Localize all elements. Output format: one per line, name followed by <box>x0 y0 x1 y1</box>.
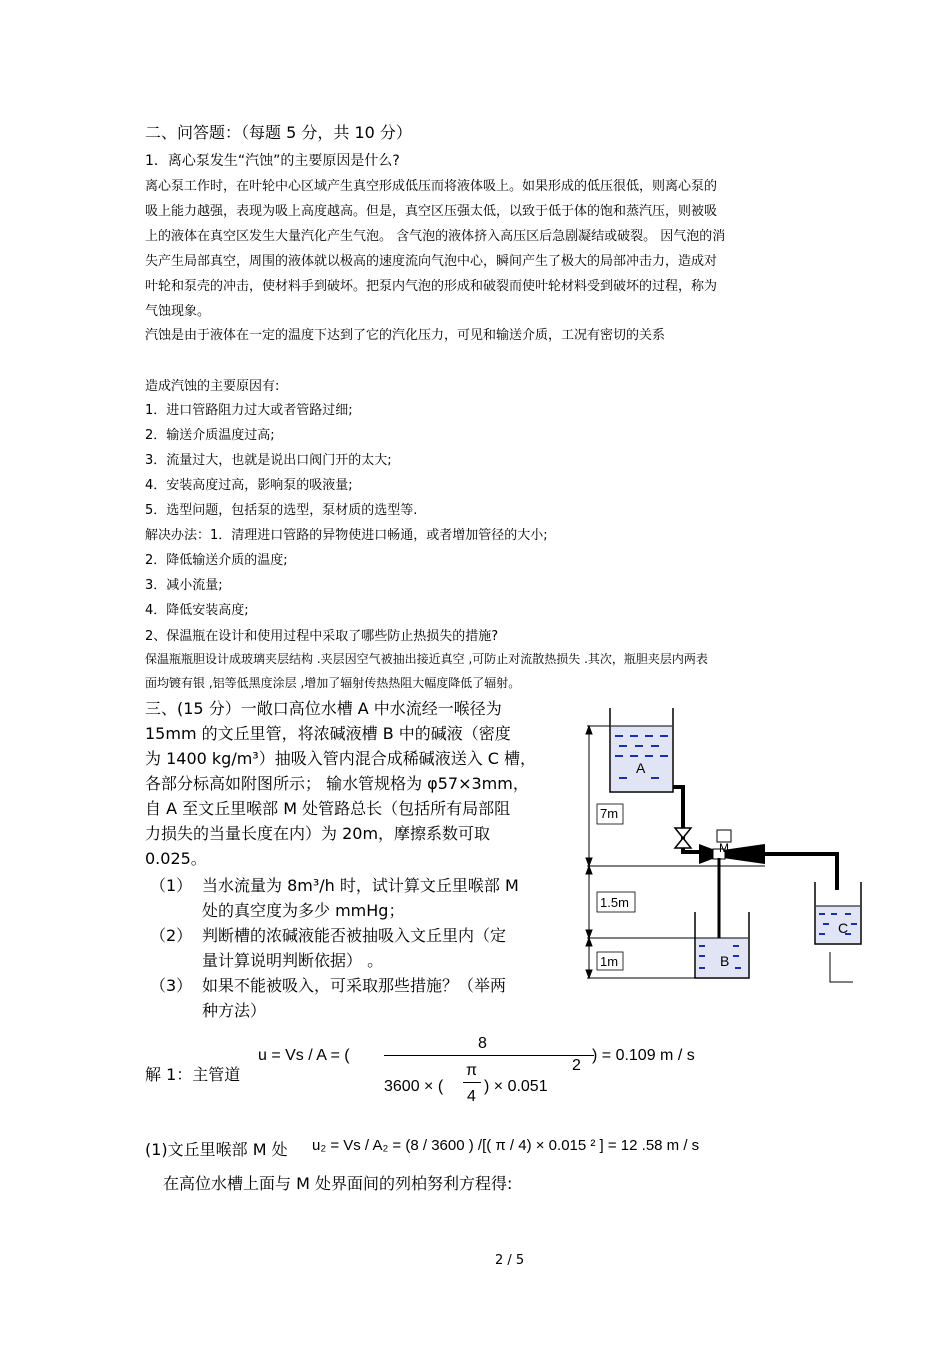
tank-b-label: B <box>720 953 730 969</box>
question-number: （2） <box>150 926 193 945</box>
height-7m: 7m <box>600 806 619 821</box>
equation-four: 4 <box>467 1088 476 1105</box>
throat-velocity-label: (1)文丘里喉部 M 处 <box>145 1140 288 1159</box>
question-text: 当水流量为 8m³/h 时，试计算文丘里喉部 M <box>202 876 519 895</box>
answer-line: 叶轮和泵壳的冲击，使材料手到破坏。把泵内气泡的形成和破裂而使叶轮材料受到破坏的过程，称为 <box>145 279 718 294</box>
venturi-system-diagram <box>575 700 875 985</box>
question-text: 处的真空度为多少 mmHg； <box>202 901 405 920</box>
answer-line: 吸上能力越强，表现为吸上高度越高。但是，真空区压强太低，以致于低于体的饱和蒸汽压，则被吸 <box>145 204 718 219</box>
equation-exponent: 2 <box>572 1057 581 1074</box>
venturi-tube <box>699 830 765 864</box>
tank-a <box>610 708 673 792</box>
question-text: 量计算说明判断依据） 。 <box>202 951 384 970</box>
cause-item: 3．流量过大，也就是说出口阀门开的太大; <box>145 453 392 468</box>
valve-icon <box>675 828 691 848</box>
height-1-5m: 1.5m <box>600 895 629 910</box>
cause-item: 4．安装高度过高，影响泵的吸液量; <box>145 478 353 493</box>
section3-line: 力损失的当量长度在内）为 20m，摩擦系数可取 <box>145 824 491 843</box>
equation-pi: π <box>466 1062 478 1079</box>
section3-line: 为 1400 kg/m³）抽吸入管内混合成稀碱液送入 C 槽， <box>145 749 537 768</box>
equation-denominator-a: 3600 × ( <box>384 1078 444 1095</box>
equation-lhs: u = Vs / A = ( <box>258 1047 350 1064</box>
question-2: 2、保温瓶在设计和使用过程中采取了哪些防止热损失的措施? <box>145 629 499 644</box>
cause-item: 1．进口管路阻力过大或者管路过细; <box>145 403 353 418</box>
causes-title: 造成汽蚀的主要原因有: <box>145 379 280 394</box>
tank-c-label: C <box>838 920 849 936</box>
tank-a-label: A <box>636 760 646 776</box>
solution-item: 4．降低安装高度; <box>145 603 249 618</box>
page-number: 2 / 5 <box>495 1253 525 1268</box>
fraction-bar <box>384 1055 594 1056</box>
q2-answer-line: 保温瓶瓶胆设计成玻璃夹层结构 .夹层因空气被抽出接近真空 ,可防止对流散热损失 .其次，瓶胆夹层内两表 <box>145 652 708 666</box>
q2-answer-line: 面均镀有银 ,铝等低黑度涂层 ,增加了辐射传热热阻大幅度降低了辐射。 <box>145 676 521 690</box>
question-text: 如果不能被吸入，可采取那些措施？（举两 <box>202 976 507 995</box>
equation-denominator-b: ) × 0.051 <box>484 1078 548 1095</box>
solution-item: 3．减小流量; <box>145 578 223 593</box>
bernoulli-intro: 在高位水槽上面与 M 处界面间的列柏努利方程得: <box>163 1174 513 1193</box>
answer-line: 失产生局部真空，周围的液体就以极高的速度流向气泡中心，瞬间产生了极大的局部冲击力，造成对 <box>145 254 718 269</box>
solution-item: 2．降低输送介质的温度; <box>145 553 288 568</box>
question-number: （1） <box>150 876 193 895</box>
answer-line: 离心泵工作时，在叶轮中心区域产生真空形成低压而将液体吸上。如果形成的低压很低，则离心泵的 <box>145 179 718 194</box>
equation-rhs: ) = 0.109 m / s <box>592 1047 695 1064</box>
section3-line: 自 A 至文丘里喉部 M 处管路总长（包括所有局部阻 <box>145 799 511 818</box>
solution-label: 解 1：主管道 <box>145 1065 241 1084</box>
answer-line: 上的液体在真空区发生大量汽化产生气泡。 含气泡的液体挤入高压区后急剧凝结或破裂。 因气泡的消 <box>145 229 726 244</box>
question-number: （3） <box>150 976 193 995</box>
equation-numerator: 8 <box>478 1035 487 1052</box>
section3-line: 15mm 的文丘里管，将浓碱液槽 B 中的碱液（密度 <box>145 724 511 743</box>
pi-fraction-bar <box>463 1082 481 1083</box>
outlet-pipe <box>765 854 837 890</box>
solution-item: 解决办法：1．清理进口管路的异物使进口畅通，或者增加管径的大小; <box>145 528 548 543</box>
section2-heading: 二、问答题：（每题 5 分，共 10 分） <box>145 123 412 142</box>
cause-item: 2．输送介质温度过高; <box>145 428 275 443</box>
throat-label: M <box>719 841 729 855</box>
tank-b <box>695 912 749 978</box>
throat-velocity-equation: u₂ = Vs / A₂ = (8 / 3600 ) /[( π / 4) × 0.015 ² ] = 12 .58 m / s <box>312 1137 700 1154</box>
section3-line: 各部分标高如附图所示； 输水管规格为 φ57×3mm， <box>145 774 529 793</box>
question-1: 1．离心泵发生“汽蚀”的主要原因是什么? <box>145 153 400 169</box>
question-text: 判断槽的浓碱液能否被抽吸入文丘里内（定 <box>202 926 507 945</box>
cause-item: 5．选型问题，包括泵的选型，泵材质的选型等. <box>145 503 418 518</box>
section3-line: 三、(15 分）一敞口高位水槽 A 中水流经一喉径为 <box>145 699 502 718</box>
section3-line: 0.025。 <box>145 849 207 868</box>
answer-line: 汽蚀是由于液体在一定的温度下达到了它的汽化压力，可见和输送介质，工况有密切的关系 <box>145 328 666 343</box>
question-text: 种方法） <box>202 1001 267 1020</box>
height-1m: 1m <box>600 954 619 969</box>
tank-c <box>815 882 861 982</box>
answer-line: 气蚀现象。 <box>145 304 211 319</box>
